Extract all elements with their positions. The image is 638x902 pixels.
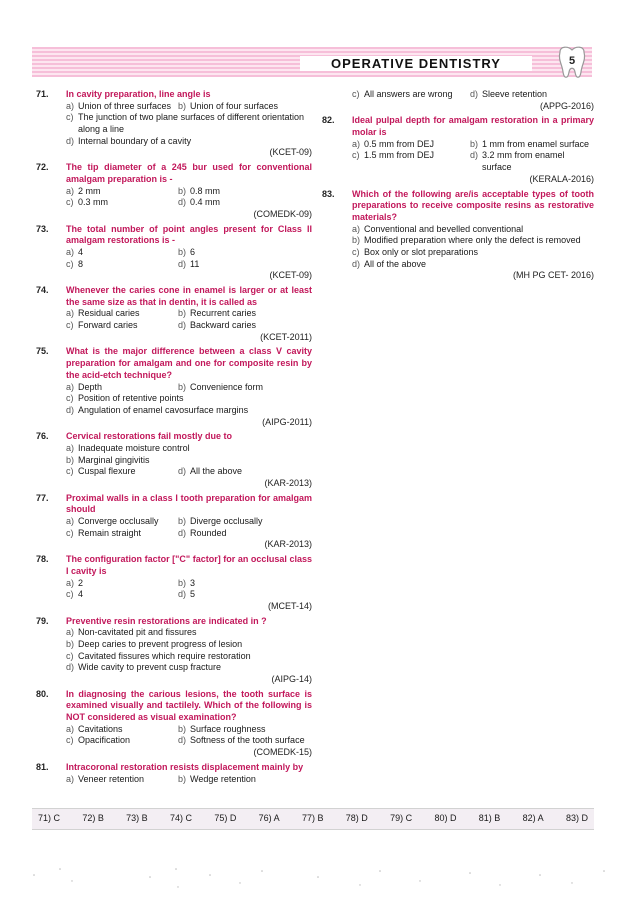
question-77	[36, 493, 312, 551]
question-number: 79.	[36, 615, 49, 626]
source-tag: (MCET-14)	[267, 600, 312, 611]
answer-76: 76) A	[258, 813, 280, 824]
question-72	[36, 162, 312, 220]
question-76	[36, 431, 312, 489]
question-81-continued	[322, 89, 594, 112]
option-b: b) Marginal gingivitis	[66, 454, 150, 465]
option-b: b) 6	[178, 246, 196, 257]
option-a: a) Depth	[66, 381, 103, 392]
page-number: 5	[568, 55, 576, 67]
option-b: b) Modified preparation where only the defect is removed	[352, 235, 581, 246]
option-a: a) Inadequate moisture control	[66, 442, 190, 453]
option-d: d) Angulation of enamel cavosurface margins	[66, 404, 249, 415]
question-number: 81.	[36, 761, 49, 772]
answer-83: 83) D	[565, 813, 588, 824]
answer-72: 72) B	[82, 813, 104, 824]
question-text: Which of the following are/is acceptable types of tooth preparations to receive composite resins as restorative materials?	[352, 188, 594, 222]
option-c: c) All answers are wrong	[352, 89, 453, 99]
left-column	[36, 89, 312, 788]
question-74	[36, 285, 312, 343]
option-b: b) Union of four surfaces	[178, 100, 279, 111]
option-a: a) Veneer retention	[66, 773, 145, 784]
option-c: c) 8	[66, 258, 84, 269]
answer-79: 79) C	[390, 813, 413, 824]
option-d: d) Sleeve retention	[470, 89, 548, 99]
answer-81: 81) B	[478, 813, 501, 824]
scan-specks	[0, 855, 638, 895]
question-75	[36, 346, 312, 428]
question-80	[36, 689, 312, 759]
question-78	[36, 554, 312, 612]
option-c: c) Position of retentive points	[66, 393, 184, 404]
question-83	[322, 189, 594, 283]
option-a: a) Union of three surfaces	[66, 100, 172, 111]
option-a: a) Cavitations	[66, 723, 123, 734]
question-text: The tip diameter of a 245 bur used for conventional amalgam preparation is -	[66, 162, 312, 184]
source-tag: (KCET-09)	[269, 147, 312, 158]
option-a: a) 4	[66, 246, 84, 257]
option-d: d) Internal boundary of a cavity	[66, 135, 192, 146]
option-a: a) 0.5 mm from DEJ	[352, 138, 435, 149]
option-d: d) Wide cavity to prevent cusp fracture	[66, 662, 222, 673]
option-b: b) 1 mm from enamel surface	[470, 138, 590, 149]
option-a: a) Converge occlusally	[66, 516, 159, 527]
option-c: c) Remain straight	[66, 527, 142, 538]
option-b: b) Diverge occlusally	[178, 516, 263, 527]
question-number: 80.	[36, 688, 49, 699]
question-text: Whenever the caries cone in enamel is larger or at least the same size as that in dentin, it is called as	[66, 285, 312, 307]
option-c: c) Forward caries	[66, 320, 138, 331]
question-71	[36, 89, 312, 159]
question-text: Ideal pulpal depth for amalgam restoration in a primary molar is	[352, 115, 594, 138]
answer-key	[32, 808, 594, 830]
question-79	[36, 616, 312, 686]
source-tag: (KAR-2013)	[264, 478, 312, 488]
source-tag: (COMEDK-09)	[253, 208, 312, 219]
option-c: c) 4	[66, 589, 84, 600]
question-text: In diagnosing the carious lesions, the tooth surface is examined visually and tactilely. Which of the following is NOT considered as visual examination?	[66, 688, 312, 723]
source-tag: (KAR-2013)	[264, 539, 312, 550]
question-text: The total number of point angles present for Class II amalgam restorations is -	[66, 223, 312, 246]
question-number: 76.	[36, 431, 49, 442]
question-number: 74.	[36, 285, 49, 295]
answer-82: 82) A	[522, 813, 544, 824]
option-a: a) 2	[66, 577, 84, 588]
option-d: d) Softness of the tooth surface	[178, 735, 305, 746]
question-text: Proximal walls in a class I tooth preparation for amalgam should	[66, 492, 312, 515]
option-d: d) All the above	[178, 466, 243, 477]
question-number: 72.	[36, 162, 49, 173]
option-d: d) 5	[178, 589, 196, 600]
option-c: c) The junction of two plane surfaces of different orientation along a line	[66, 112, 304, 135]
right-column	[322, 89, 594, 285]
answer-73: 73) B	[126, 813, 148, 824]
answer-78: 78) D	[345, 813, 368, 824]
option-c: c) Cavitated fissures which require restoration	[66, 650, 251, 661]
source-tag: (MH PG CET- 2016)	[512, 270, 594, 281]
source-tag: (AIPG-2011)	[262, 416, 312, 427]
option-b: b) Convenience form	[178, 381, 264, 392]
question-number: 71.	[36, 89, 49, 99]
option-b: b) Surface roughness	[178, 723, 266, 734]
answer-77: 77) B	[301, 813, 324, 824]
option-d: d) 11	[178, 258, 200, 269]
option-b: b) Deep caries to prevent progress of lesion	[66, 638, 243, 649]
question-number: 83.	[322, 188, 335, 199]
question-number: 82.	[322, 115, 335, 126]
answer-74: 74) C	[169, 813, 192, 824]
source-tag: (KERALA-2016)	[529, 173, 594, 184]
option-d: d) Backward caries	[178, 320, 257, 331]
question-81	[36, 762, 312, 785]
option-a: a) Residual caries	[66, 308, 140, 319]
tooth-icon	[554, 44, 590, 82]
question-73	[36, 224, 312, 282]
question-number: 75.	[36, 346, 49, 357]
option-c: c) Box only or slot preparations	[352, 246, 479, 257]
question-text: In cavity preparation, line angle is	[66, 89, 211, 99]
option-b: b) Recurrent caries	[178, 308, 257, 319]
option-d: d) All of the above	[352, 258, 427, 269]
option-c: c) 1.5 mm from DEJ	[352, 150, 435, 161]
source-tag: (COMEDK-15)	[253, 747, 312, 758]
option-a: a) Conventional and bevelled conventional	[352, 223, 524, 234]
option-a: a) Non-cavitated pit and fissures	[66, 627, 197, 638]
question-text: Cervical restorations fail mostly due to	[66, 431, 233, 442]
source-tag: (KCET-2011)	[260, 331, 312, 342]
source-tag: (APPG-2016)	[539, 100, 594, 111]
question-text: The configuration factor ["C" factor] for an occlusal class I cavity is	[66, 554, 312, 576]
question-number: 77.	[36, 492, 49, 503]
answer-71: 71) C	[38, 813, 61, 824]
option-c: c) Opacification	[66, 735, 131, 746]
option-b: b) 3	[178, 577, 196, 588]
option-c: c) 0.3 mm	[66, 197, 109, 208]
answer-80: 80) D	[434, 813, 457, 824]
question-82	[322, 115, 594, 185]
question-number: 73.	[36, 223, 49, 234]
option-b: b) 0.8 mm	[178, 185, 221, 196]
page-title: OPERATIVE DENTISTRY	[300, 56, 532, 71]
question-text: What is the major difference between a class V cavity preparation for amalgam and one for composite resin by the acid-etch technique?	[66, 346, 312, 380]
option-c: c) Cuspal flexure	[66, 466, 136, 477]
question-text: Preventive resin restorations are indicated in ?	[66, 615, 267, 626]
answer-75: 75) D	[214, 813, 237, 824]
question-number: 78.	[36, 554, 49, 565]
option-a: a) 2 mm	[66, 185, 101, 196]
option-d: d) 0.4 mm	[178, 197, 221, 208]
question-text: Intracoronal restoration resists displacement mainly by	[66, 761, 304, 772]
source-tag: (AIPG-14)	[271, 674, 312, 684]
option-b: b) Wedge retention	[178, 773, 256, 784]
option-d: d) Rounded	[178, 527, 227, 538]
option-d: d) 3.2 mm from enamel surface	[470, 150, 565, 173]
source-tag: (KCET-09)	[269, 270, 312, 281]
